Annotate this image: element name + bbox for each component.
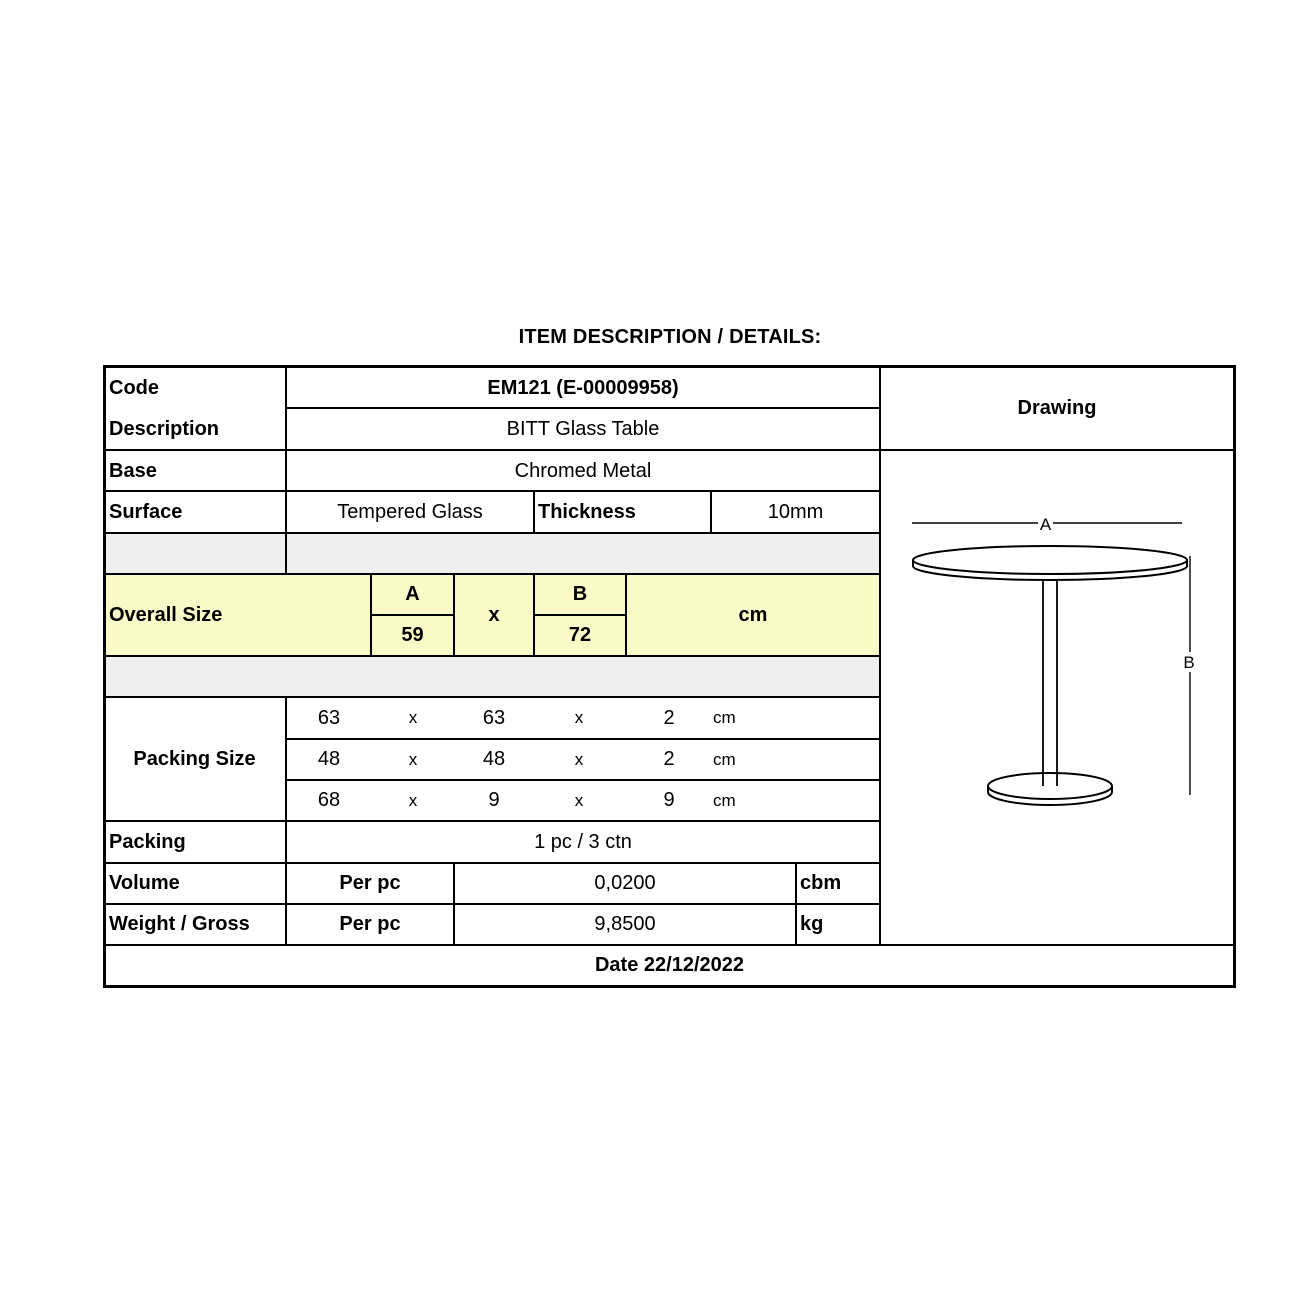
weight-label: Weight / Gross	[109, 913, 250, 935]
overall-size-separator: x	[488, 603, 500, 626]
packing-row-1-d1: 63	[317, 706, 341, 729]
overall-size-label: Overall Size	[109, 603, 223, 626]
weight-unit: kg	[800, 913, 824, 935]
packing-row-1-x1: x	[408, 708, 418, 727]
packing-row-1-d2: 63	[482, 706, 506, 729]
overall-size-b-label: B	[572, 583, 588, 605]
packing-row-2-x2: x	[574, 749, 584, 769]
volume-per: Per pc	[339, 872, 401, 894]
packing-row-3-d2: 9	[488, 789, 500, 811]
overall-size-a-value: 59	[401, 624, 424, 646]
surface-label: Surface	[109, 501, 183, 523]
packing-row-3-d3: 9	[663, 789, 675, 811]
date: Date 22/12/2022	[594, 954, 744, 976]
description-label: Description	[109, 418, 220, 440]
gray-band-top	[106, 534, 880, 574]
overall-size-b-value: 72	[568, 624, 592, 646]
packing-row-2-x1: x	[408, 749, 418, 769]
surface-value: Tempered Glass	[337, 501, 483, 523]
overall-size-unit: cm	[738, 603, 768, 626]
table-base	[988, 773, 1112, 799]
volume-label: Volume	[109, 872, 180, 894]
border-bottom	[103, 985, 1236, 988]
row-line-6	[104, 655, 880, 657]
code-value: EM121 (E-00009958)	[487, 376, 679, 399]
packing-row-1-d3: 2	[663, 706, 675, 729]
packing-row-2-unit: cm	[713, 749, 736, 769]
table-drawing	[884, 452, 1232, 942]
dimension-a-label: A	[1039, 515, 1052, 534]
volume-unit: cbm	[800, 872, 842, 894]
border-right	[1233, 365, 1236, 988]
packing-row-3-x1: x	[408, 790, 418, 810]
packing-row-3-x2: x	[574, 790, 584, 810]
packing-row-2-d3: 2	[663, 748, 675, 770]
gray-band-bottom	[106, 657, 880, 697]
packing-row-3-unit: cm	[713, 790, 736, 810]
drawing-label: Drawing	[1017, 397, 1097, 419]
overall-size-a-label: A	[405, 583, 420, 605]
thickness-label: Thickness	[538, 501, 636, 523]
packing-value: 1 pc / 3 ctn	[534, 830, 632, 853]
base-value: Chromed Metal	[514, 459, 652, 482]
volume-value: 0,0200	[594, 872, 656, 894]
description-value: BITT Glass Table	[506, 418, 660, 440]
base-label: Base	[109, 459, 157, 482]
packing-row-2-d1: 48	[317, 748, 341, 770]
packing-row-2-d2: 48	[482, 748, 506, 770]
dimension-b-label: B	[1183, 653, 1195, 672]
packing-row-3-d1: 68	[317, 789, 341, 811]
table-top	[913, 546, 1187, 574]
packing-row-1-unit: cm	[713, 708, 736, 727]
page-title: ITEM DESCRIPTION / DETAILS:	[518, 326, 822, 348]
packing-label: Packing	[109, 830, 186, 853]
weight-value: 9,8500	[594, 913, 656, 935]
code-label: Code	[109, 376, 159, 399]
packing-row-1-x2: x	[574, 708, 584, 727]
thickness-value: 10mm	[767, 501, 824, 523]
packing-size-label: Packing Size	[133, 747, 256, 770]
weight-per: Per pc	[339, 913, 401, 935]
